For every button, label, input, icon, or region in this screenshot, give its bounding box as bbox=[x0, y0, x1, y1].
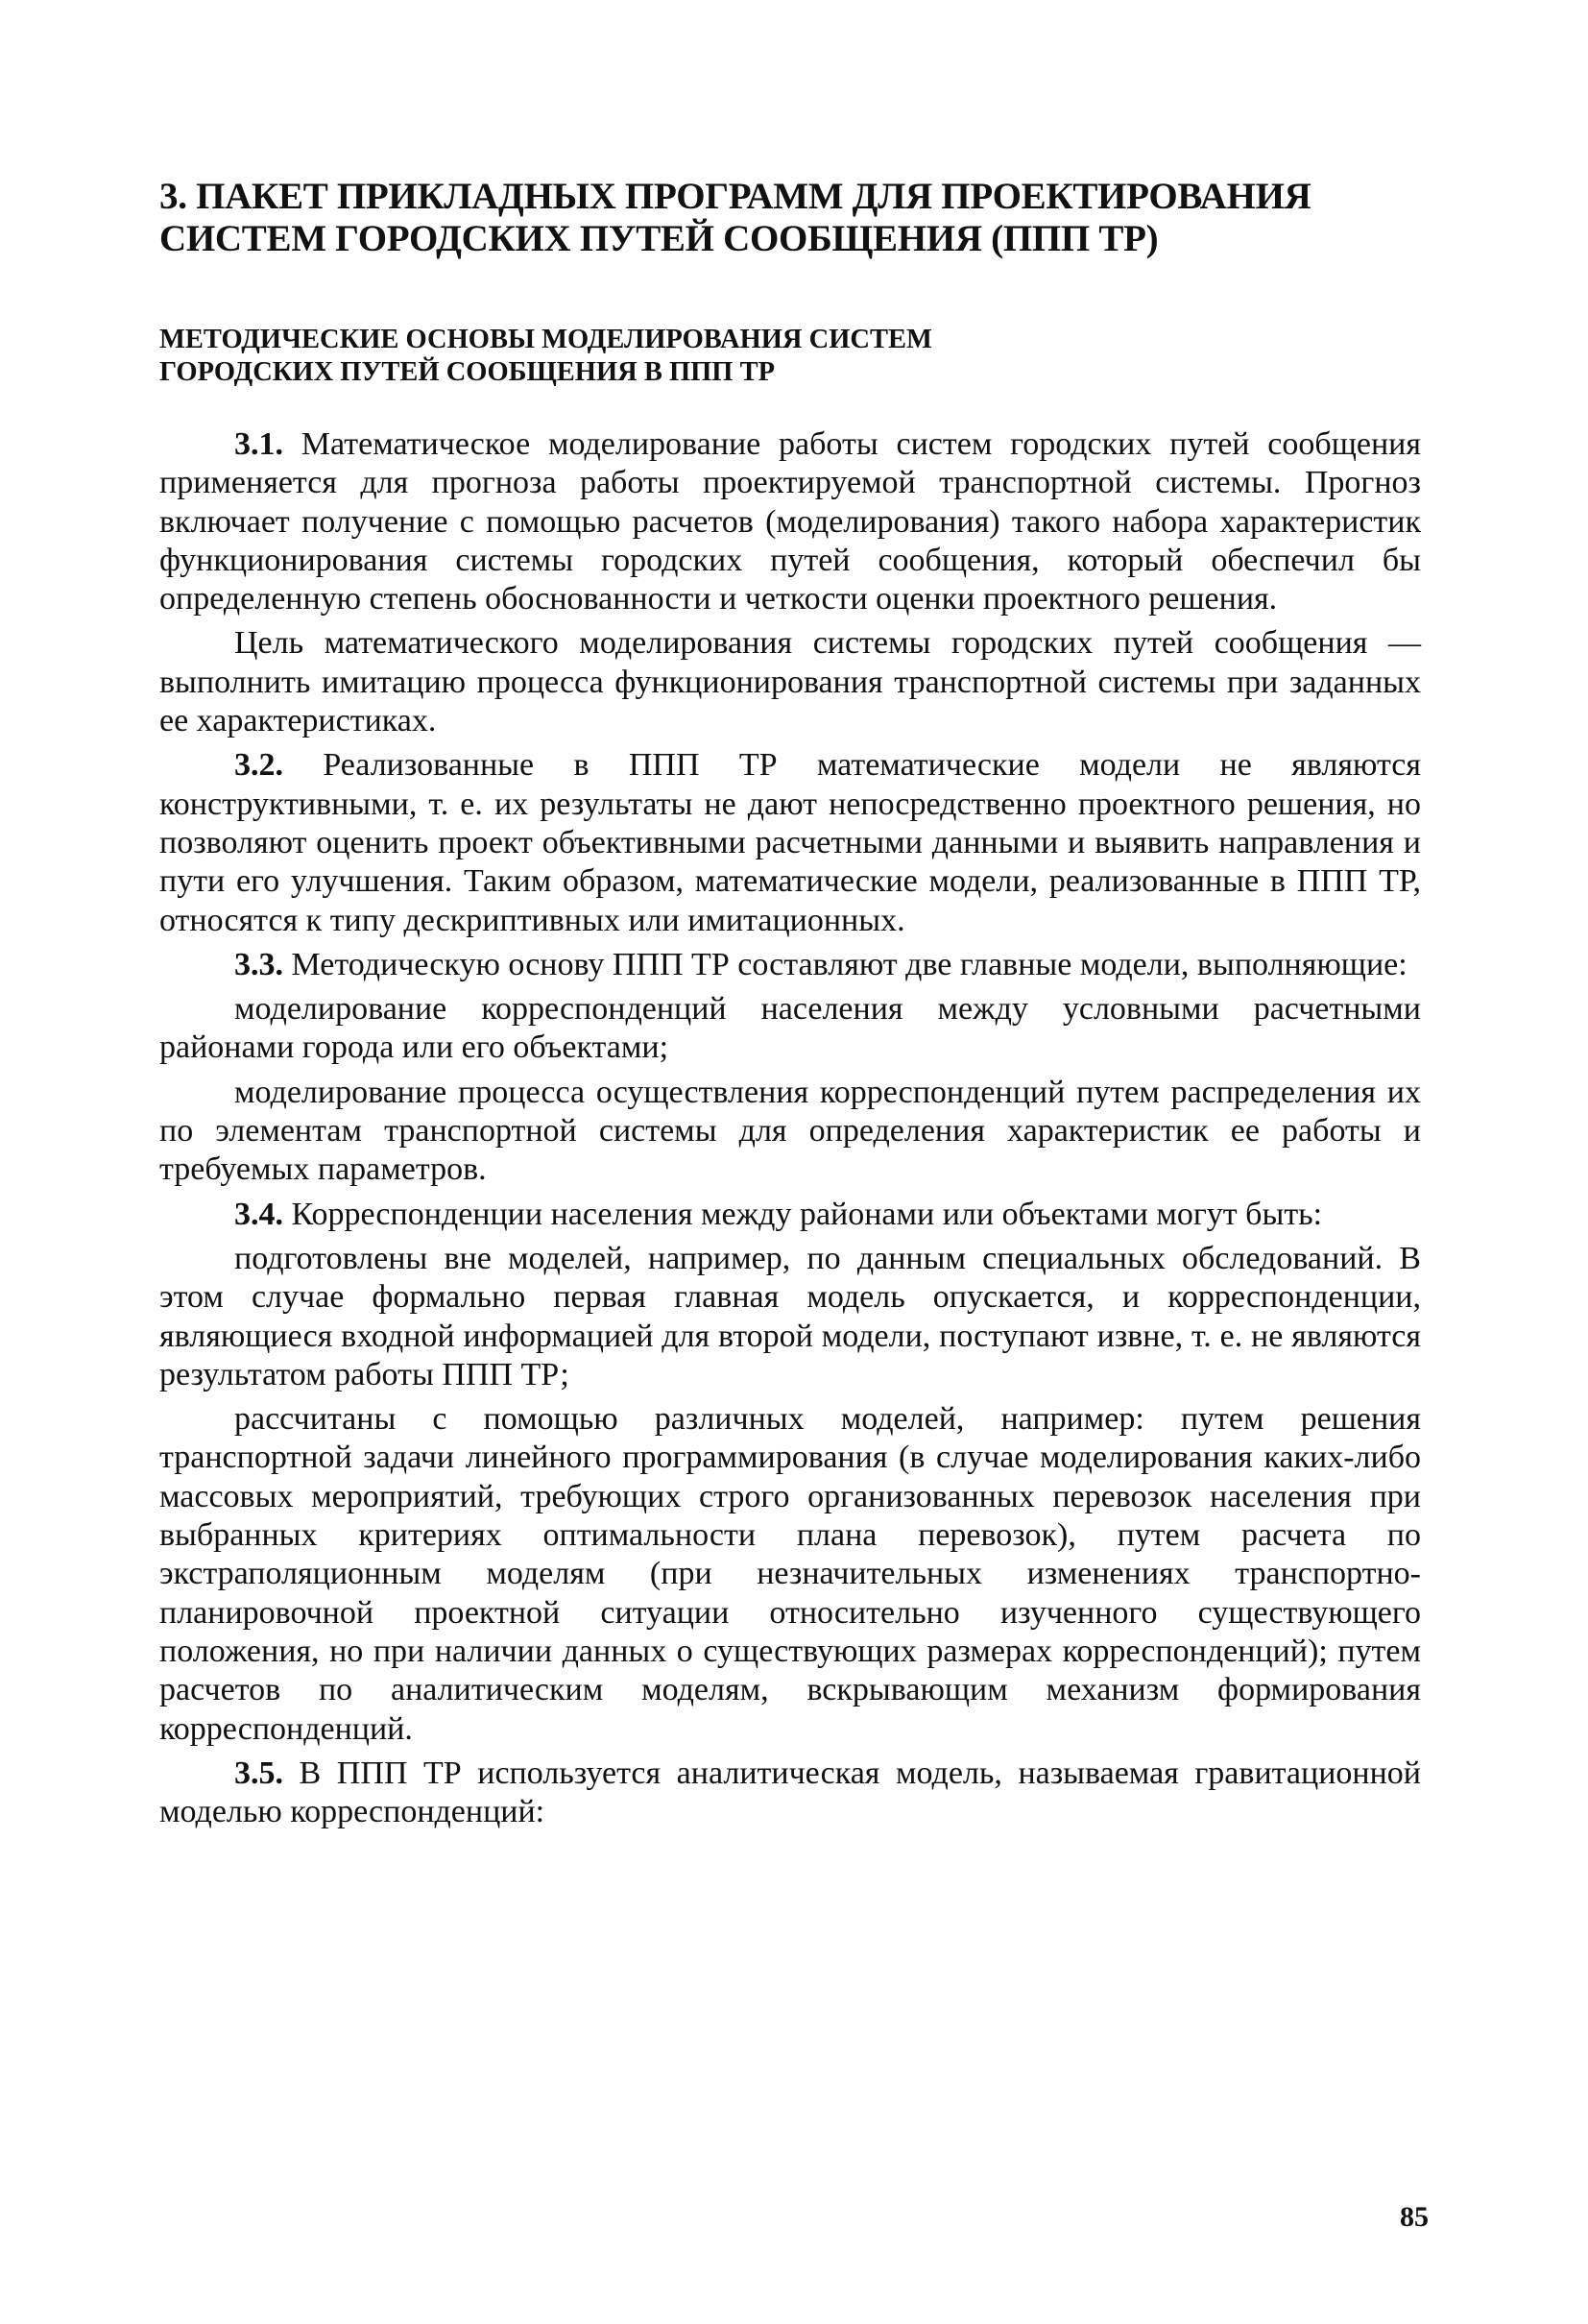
list-item-prepared-outside bbox=[159, 1240, 1421, 1394]
section-title bbox=[159, 324, 1427, 389]
clause-number: 3.1. bbox=[234, 426, 283, 462]
list-item-correspondence-modeling bbox=[159, 990, 1421, 1068]
paragraph-goal bbox=[159, 624, 1421, 740]
paragraph-3-5 bbox=[159, 1755, 1421, 1832]
paragraph-text: Корреспонденции населения между районами или объектами могут быть: bbox=[283, 1196, 1323, 1232]
clause-number: 3.5. bbox=[234, 1755, 283, 1791]
chapter-title-line-1: 3. ПАКЕТ ПРИКЛАДНЫХ ПРОГРАММ ДЛЯ ПРОЕКТИРОВАНИЯ bbox=[159, 176, 1311, 217]
paragraph-3-3 bbox=[159, 946, 1421, 984]
section-title-line-2: ГОРОДСКИХ ПУТЕЙ СООБЩЕНИЯ В ППП ТР bbox=[159, 357, 775, 387]
paragraph-text: Методическую основу ППП ТР составляют две главные модели, выполняющие: bbox=[283, 946, 1408, 982]
clause-number: 3.4. bbox=[234, 1196, 283, 1232]
paragraph-text: Реализованные в ППП ТР математические модели не являются конструктивными, т. е. их результаты не дают непосредственно проектного решения, но позволяют оценить проект объективными расчетными данными и выявить направления и пути его улучшения. Таким образом, математические модели, реализованные в ППП ТР, относятся к типу дескриптивных или имитационных. bbox=[159, 747, 1421, 938]
paragraph-3-1 bbox=[159, 425, 1421, 618]
paragraph-text: моделирование корреспонденций населения между условными расчетными районами города или его объектами; bbox=[159, 991, 1421, 1066]
paragraph-text: рассчитаны с помощью различных моделей, например: путем решения транспортной задачи линейного программирования (в случае моделирования каких-либо массовых мероприятий, требующих строго организованных перевозок населения при выбранных критериях оптимальности плана перевозок), путем расчета по экстраполяционным моделям (при незначительных изменениях транспортно-планировочной проектной ситуации относительно изученного существующего положения, но при наличии данных о существующих размерах корреспонденций); путем расчетов по аналитическим моделям, вскрывающим механизм формирования корреспонденций. bbox=[159, 1401, 1421, 1747]
paragraph-text: В ППП ТР используется аналитическая модель, называемая гравитационной моделью корреспонденций: bbox=[159, 1755, 1421, 1830]
paragraph-text: Математическое моделирование работы систем городских путей сообщения применяется для прогноза работы проектируемой транспортной системы. Прогноз включает получение с помощью расчетов (моделирования) такого набора характеристик функционирования системы городских путей сообщения, который обеспечил бы определенную степень обоснованности и четкости оценки проектного решения. bbox=[159, 426, 1421, 617]
paragraph-text: моделирование процесса осуществления корреспонденций путем распределения их по элементам транспортной системы для определения характеристик ее работы и требуемых параметров. bbox=[159, 1074, 1421, 1188]
paragraph-3-2 bbox=[159, 746, 1421, 939]
page-number: 85 bbox=[1400, 2201, 1429, 2233]
clause-number: 3.2. bbox=[234, 747, 283, 784]
section-title-line-1: МЕТОДИЧЕСКИЕ ОСНОВЫ МОДЕЛИРОВАНИЯ СИСТЕМ bbox=[159, 325, 932, 354]
chapter-title-line-2: СИСТЕМ ГОРОДСКИХ ПУТЕЙ СООБЩЕНИЯ (ППП ТР) bbox=[159, 218, 1159, 259]
chapter-title bbox=[159, 176, 1427, 260]
paragraph-text: Цель математического моделирования системы городских путей сообщения — выполнить имитацию процесса функционирования транспортной системы при заданных ее характеристиках. bbox=[159, 625, 1421, 739]
list-item-calculated bbox=[159, 1400, 1421, 1749]
paragraph-text: подготовлены вне моделей, например, по данным специальных обследований. В этом случае формально первая главная модель опускается, и корреспонденции, являющиеся входной информацией для второй модели, поступают извне, т. е. не являются результатом работы ППП ТР; bbox=[159, 1240, 1421, 1392]
body-text bbox=[159, 425, 1421, 1831]
paragraph-3-4 bbox=[159, 1196, 1421, 1234]
list-item-distribution-modeling bbox=[159, 1074, 1421, 1190]
clause-number: 3.3. bbox=[234, 946, 283, 982]
